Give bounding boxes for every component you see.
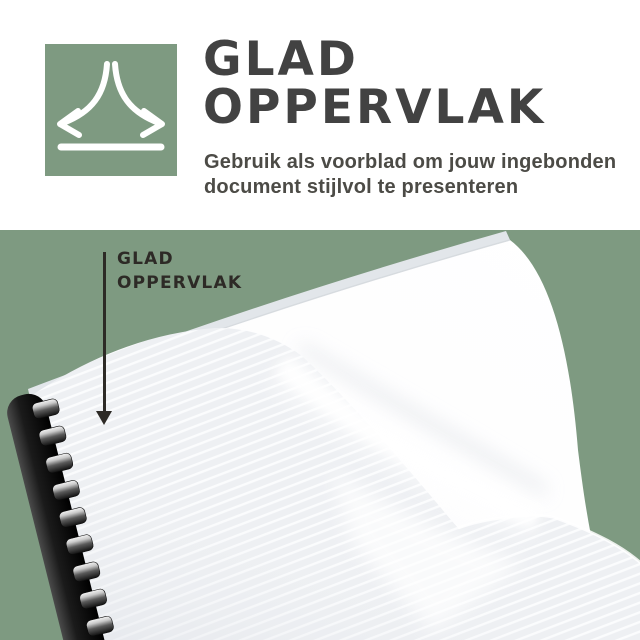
title-line-1: GLAD [203, 32, 359, 87]
bound-document-illustration [0, 230, 640, 640]
feature-icon-box [45, 44, 177, 176]
subtitle-line-2: document stijlvol te presenteren [204, 176, 519, 198]
subtitle [204, 150, 616, 200]
annotation-label-line-1: GLAD [117, 249, 174, 269]
annotation-label-line-2: OPPERVLAK [117, 273, 243, 293]
product-photo [0, 230, 640, 640]
down-arrow-shaft [103, 252, 106, 412]
subtitle-line-1: Gebruik als voorblad om jouw ingebonden [204, 151, 617, 173]
smooth-surface-spread-arrows-icon [45, 44, 177, 176]
down-arrow-head-icon [96, 411, 112, 425]
page-title [203, 32, 547, 135]
annotation-label [117, 247, 242, 295]
title-line-2: OPPERVLAK [203, 80, 547, 135]
